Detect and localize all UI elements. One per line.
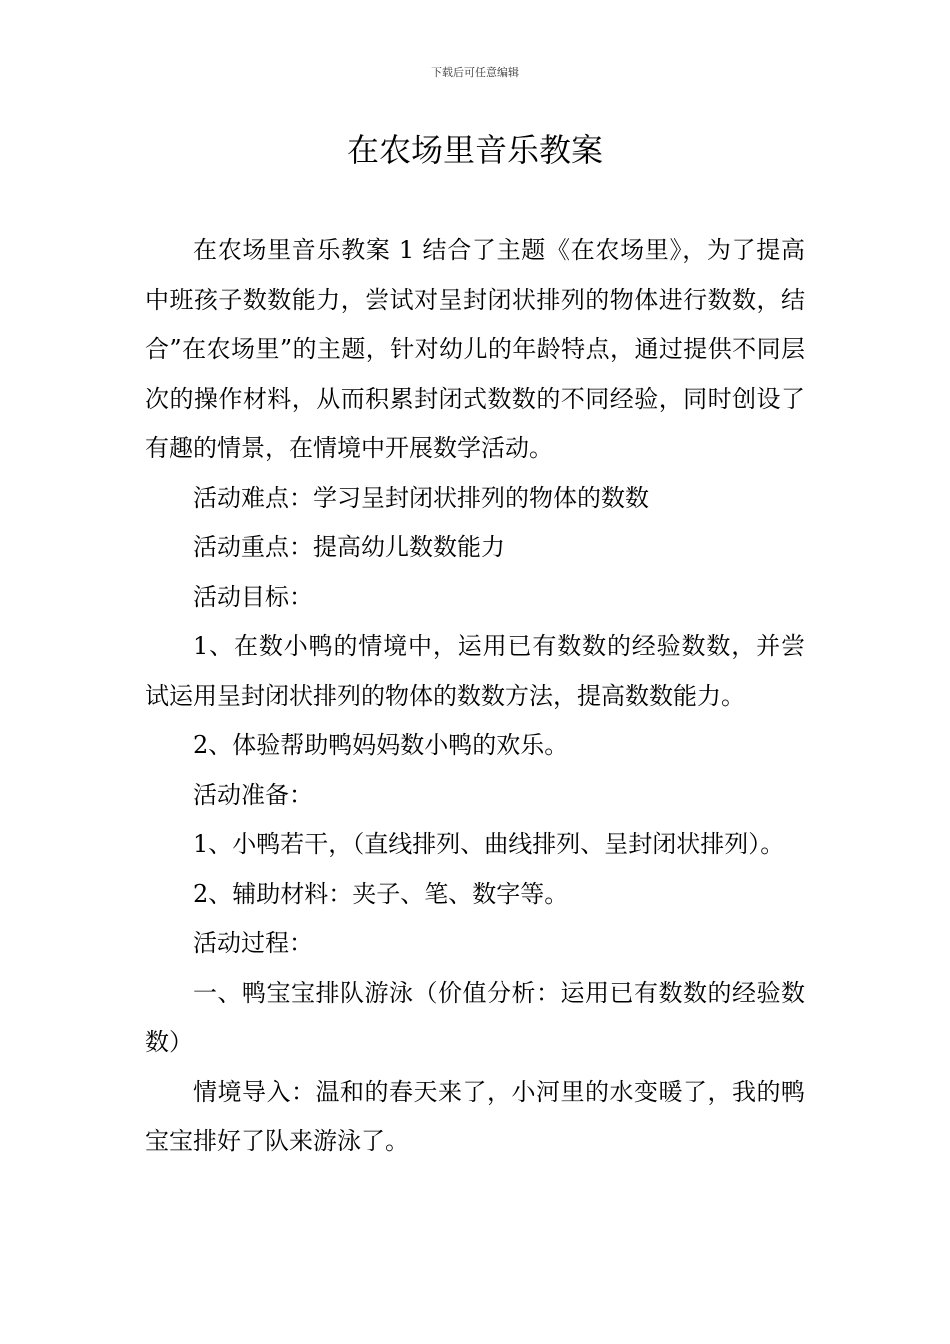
paragraph-goal-2: 2、体验帮助鸭妈妈数小鸭的欢乐。 — [193, 731, 569, 759]
paragraph-preparation-heading: 活动准备： — [193, 780, 313, 809]
paragraph-preparation-2: 2、辅助材料：夹子、笔、数字等。 — [193, 879, 569, 908]
document-body — [145, 226, 805, 1167]
paragraph-focus: 活动重点：提高幼儿数数能力 — [193, 533, 505, 561]
paragraph-goals-heading: 活动目标： — [193, 582, 313, 611]
paragraph-intro: 在农场里音乐教案 1 结合了主题《在农场里》，为了提高中班孩子数数能力，尝试对呈封闭状排列的物体进行数数，结合”在农场里”的主题，针对幼儿的年龄特点，通过提供不同层次的操作材料，从而积累封闭式数数的不同经验，同时创设了有趣的情景，在情境中开展数学活动。 — [145, 236, 805, 462]
paragraph-process-step-1: 一、鸭宝宝排队游泳（价值分析：运用已有数数的经验数数） — [145, 978, 805, 1056]
header-note: 下载后可任意编辑 — [431, 66, 519, 79]
document-title: 在农场里音乐教案 — [346, 131, 603, 169]
paragraph-goal-1: 1、在数小鸭的情境中，运用已有数数的经验数数，并尝试运用呈封闭状排列的物体的数数方法，提高数数能力。 — [145, 632, 805, 710]
paragraph-preparation-1: 1、小鸭若干，（直线排列、曲线排列、呈封闭状排列）。 — [193, 830, 785, 858]
paragraph-difficulty: 活动难点：学习呈封闭状排列的物体的数数 — [193, 483, 649, 512]
paragraph-process-heading: 活动过程： — [193, 929, 313, 957]
paragraph-scenario-intro: 情境导入：温和的春天来了，小河里的水变暖了，我的鸭宝宝排好了队来游泳了。 — [145, 1077, 805, 1155]
